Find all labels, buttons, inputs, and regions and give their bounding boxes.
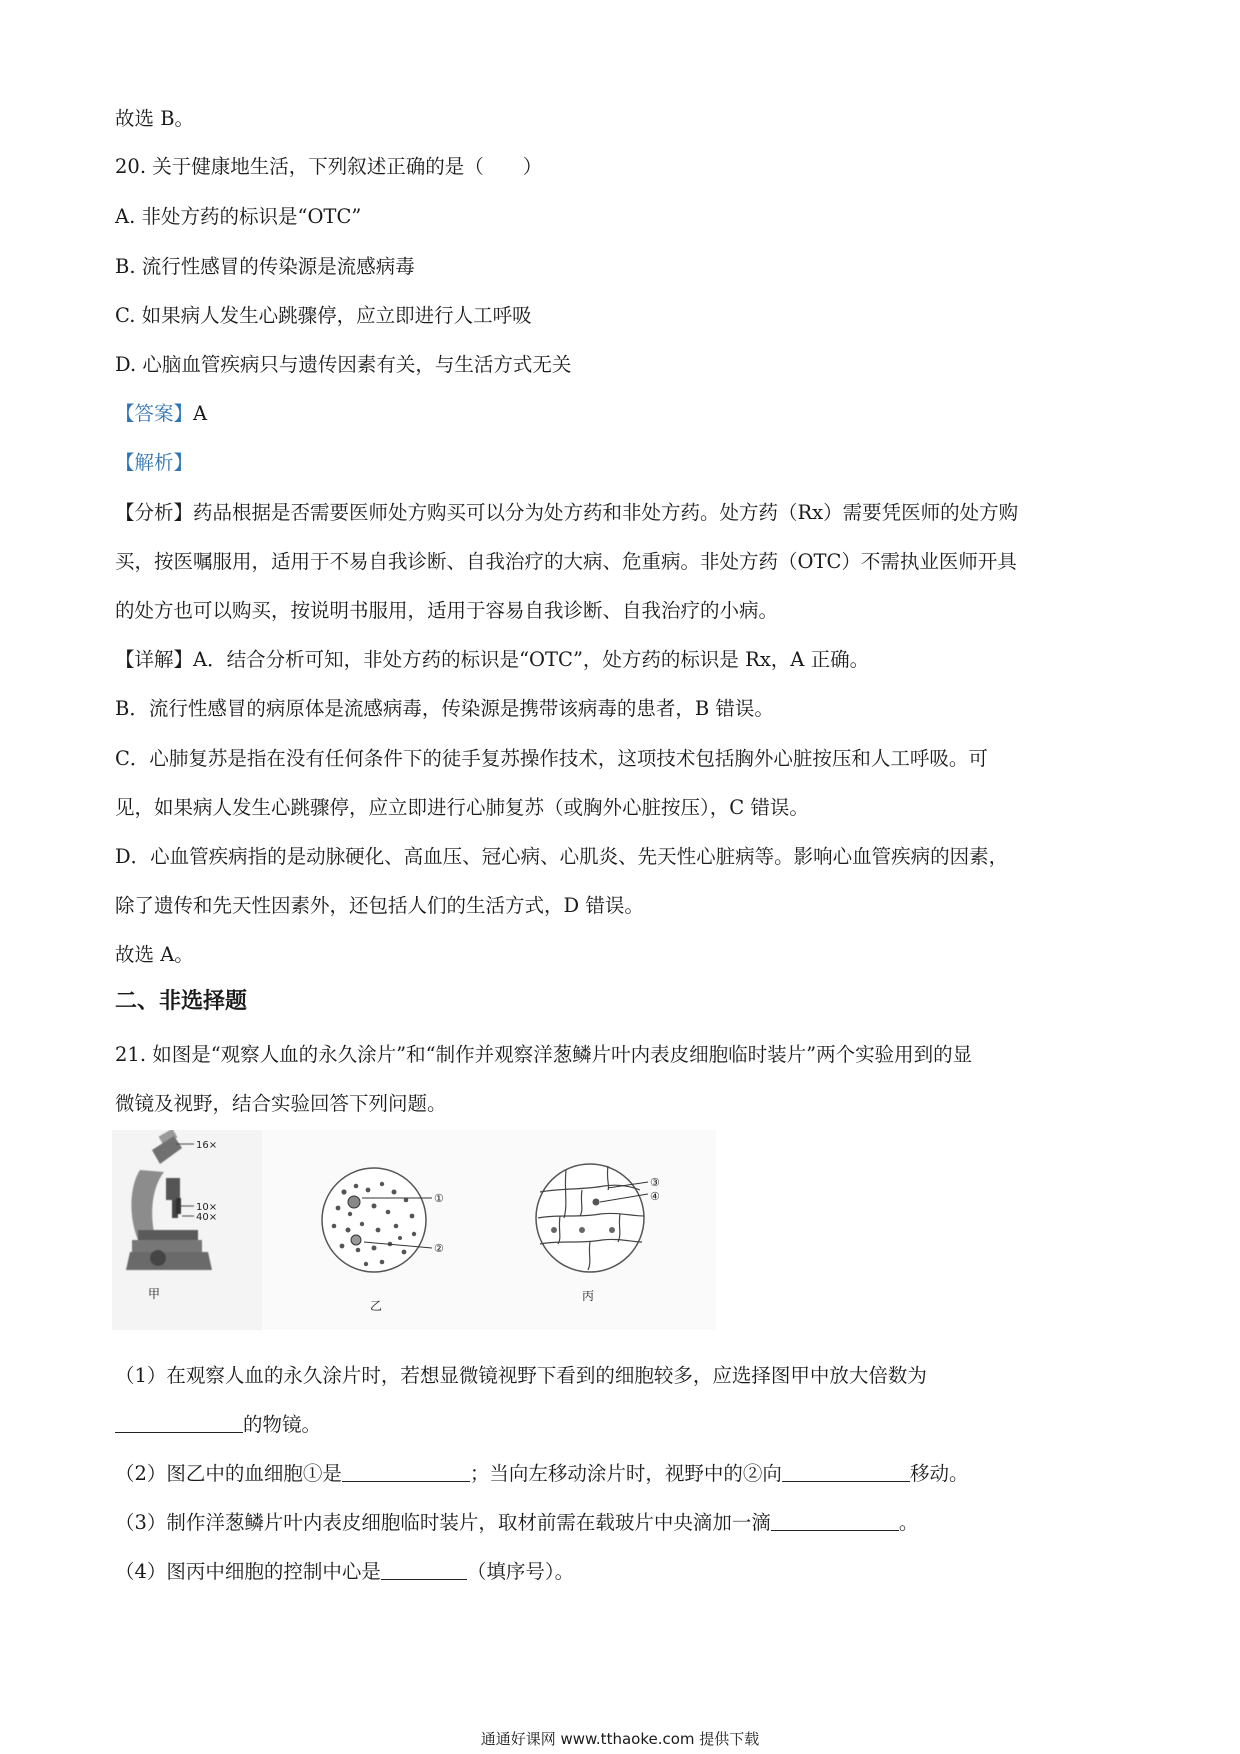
text-span: 。: [898, 1511, 919, 1534]
text-line: C．心肺复苏是指在没有任何条件下的徒手复苏操作技术，这项技术包括胸外心脏按压和人工呼吸。可: [115, 747, 988, 770]
text-line: 的处方也可以购买，按说明书服用，适用于容易自我诊断、自我治疗的小病。: [115, 599, 779, 622]
question-20-stem: 20. 关于健康地生活，下列叙述正确的是（ ）: [115, 155, 543, 178]
sub-question-4: [115, 1558, 574, 1586]
section-title: 二、非选择题: [115, 989, 248, 1014]
text-line: 买，按医嘱服用，适用于不易自我诊断、自我治疗的大病、危重病。非处方药（OTC）不需执业医师开具: [115, 550, 1017, 573]
sub-question-2: [115, 1460, 968, 1488]
answer-tag: 【答案】: [115, 402, 194, 425]
sub-question-1-cont: [115, 1411, 321, 1439]
marker-2: ②: [434, 1242, 444, 1255]
page-footer: 通通好课网 www.tthaoke.com 提供下载: [480, 1730, 760, 1748]
label-bing: 丙: [582, 1289, 595, 1303]
cell-nucleus: [593, 1199, 600, 1206]
text-line: 微镜及视野，结合实验回答下列问题。: [115, 1092, 447, 1115]
text-line: 见，如果病人发生心跳骤停，应立即进行心肺复苏（或胸外心脏按压），C 错误。: [115, 796, 809, 819]
objective-low-label: 10×: [196, 1202, 218, 1213]
option-b: B. 流行性感冒的传染源是流感病毒: [115, 255, 415, 278]
text-span: ；当向左移动涂片时，视野中的②向: [469, 1462, 782, 1485]
answer-blank[interactable]: [381, 1559, 467, 1580]
answer-line: [115, 400, 207, 428]
sub-question-3: [115, 1509, 918, 1537]
marker-1: ①: [434, 1192, 444, 1205]
text-span: 的物镜。: [243, 1413, 322, 1436]
label-jia: 甲: [148, 1287, 161, 1301]
objective-high-label: 40×: [196, 1212, 218, 1223]
answer-blank[interactable]: [771, 1510, 899, 1531]
answer-blank[interactable]: [342, 1461, 470, 1482]
marker-3: ③: [650, 1176, 660, 1189]
analysis-tag: 【解析】: [115, 451, 194, 474]
text-line: 故选 B。: [115, 107, 195, 130]
text-span: 移动。: [909, 1462, 969, 1485]
option-c: C. 如果病人发生心跳骤停，应立即进行人工呼吸: [115, 304, 532, 327]
sub-question-1: （1）在观察人血的永久涂片时，若想显微镜视野下看到的细胞较多，应选择图甲中放大倍数为: [115, 1364, 927, 1387]
text-line: D．心血管疾病指的是动脉硬化、高血压、冠心病、心肌炎、先天性心脏病等。影响心血管疾病的因素，: [115, 845, 1009, 868]
answer-value: A: [193, 402, 208, 425]
text-span: （4）图丙中细胞的控制中心是: [115, 1560, 381, 1583]
marker-4: ④: [650, 1190, 660, 1203]
text-line: 【详解】A．结合分析可知，非处方药的标识是“OTC”，处方药的标识是 Rx，A 正确。: [115, 648, 870, 671]
label-yi: 乙: [370, 1299, 383, 1313]
question-21-stem: 21. 如图是“观察人血的永久涂片”和“制作并观察洋葱鳞片叶内表皮细胞临时装片”两个实验用到的显: [115, 1043, 973, 1066]
text-span: （2）图乙中的血细胞①是: [115, 1462, 342, 1485]
white-blood-cell: [348, 1196, 360, 1208]
option-d: D. 心脑血管疾病只与遗传因素有关，与生活方式无关: [115, 353, 572, 376]
answer-blank[interactable]: [115, 1412, 243, 1433]
text-span: （3）制作洋葱鳞片叶内表皮细胞临时装片，取材前需在载玻片中央滴加一滴: [115, 1511, 771, 1534]
option-a: A. 非处方药的标识是“OTC”: [115, 205, 362, 228]
eyepiece-label: 16×: [196, 1140, 218, 1151]
answer-blank[interactable]: [782, 1461, 910, 1482]
microscope-figure: [112, 1130, 716, 1330]
text-line: 【分析】药品根据是否需要医师处方购买可以分为处方药和非处方药。处方药（Rx）需要凭医师的处方购: [115, 501, 1019, 524]
text-line: 故选 A。: [115, 943, 194, 966]
text-line: B．流行性感冒的病原体是流感病毒，传染源是携带该病毒的患者，B 错误。: [115, 697, 774, 720]
text-line: 除了遗传和先天性因素外，还包括人们的生活方式，D 错误。: [115, 894, 644, 917]
text-span: （填序号）。: [466, 1560, 575, 1583]
